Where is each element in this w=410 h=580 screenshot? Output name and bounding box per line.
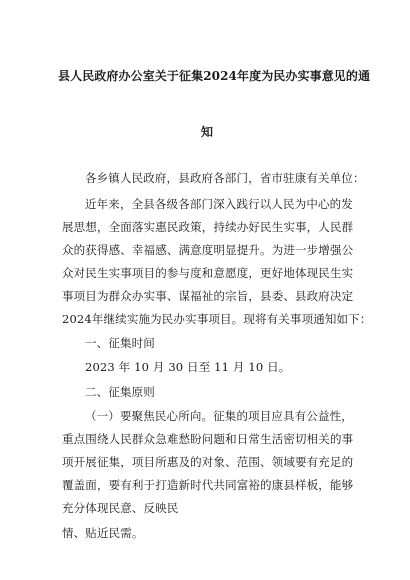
section-1-body: 2023 年 10 月 30 日至 11 月 10 日。: [85, 360, 291, 374]
paragraph-1-line-4: 众对民生实事项目的参与度和意愿度，更好地体现民生实: [62, 266, 354, 280]
paragraph-2-line-1: （一）要聚焦民心所向。征集的项目应具有公益性，: [85, 409, 353, 423]
paragraph-2-line-2: 重点围绕人民群众急难愁盼问题和日常生活密切相关的事: [62, 432, 354, 446]
paragraph-2-line-3: 项开展征集，项目所惠及的对象、范围、领域要有充足的: [62, 455, 354, 469]
document-title-line-1: 县人民政府办公室关于征集2024年度为民办实事意见的通: [58, 69, 371, 83]
paragraph-2-line-6: 情、贴近民需。: [62, 526, 144, 540]
paragraph-1-line-2: 展思想，全面落实惠民政策，持续办好民生实事，人民群: [62, 220, 354, 234]
salutation: 各乡镇人民政府，县政府各部门，省市驻康有关单位：: [85, 171, 365, 185]
paragraph-1-line-6: 2024年继续实施为民办实事项目。现将有关事项通知如下：: [62, 312, 372, 326]
section-1-heading: 一、征集时间: [85, 336, 155, 350]
paragraph-2-line-5: 充分体现民意、反映民: [62, 501, 179, 515]
paragraph-1-line-1: 近年来，全县各级各部门深入践行以人民为中心的发: [85, 197, 353, 211]
paragraph-1-line-3: 众的获得感、幸福感、满意度明显提升。为进一步增强公: [62, 243, 354, 257]
paragraph-1-line-5: 事项目为群众办实事、谋福祉的宗旨，县委、县政府决定: [62, 289, 354, 303]
paragraph-2-line-4: 覆盖面，要有利于打造新时代共同富裕的康县样板，能够: [62, 478, 354, 492]
document-title-line-2: 知: [201, 125, 214, 139]
section-2-heading: 二、征集原则: [85, 385, 155, 399]
